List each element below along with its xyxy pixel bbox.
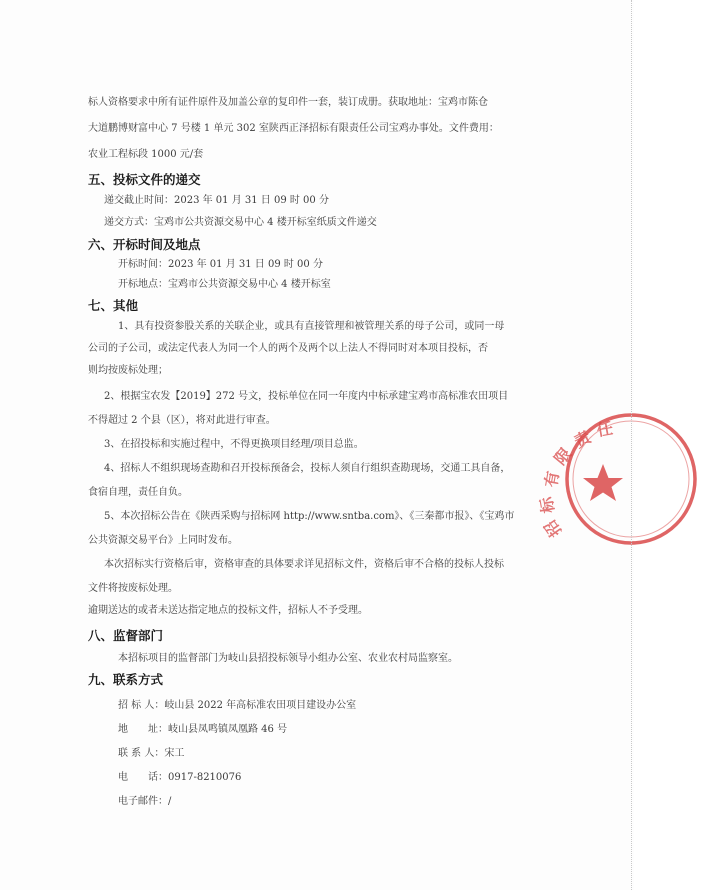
paragraph-line: 农业工程标段 1000 元/套 (88, 149, 204, 160)
paragraph-line: 5、本次招标公告在《陕西采购与招标网 http://www.sntba.com》、《三秦都市报》、《宝鸡市 (104, 511, 515, 522)
contact-row (118, 768, 241, 783)
submission-method: 递交方式：宝鸡市公共资源交易中心 4 楼开标室纸质文件递交 (104, 217, 377, 228)
contact-value: 岐山县凤鸣镇凤凰路 46 号 (168, 724, 288, 735)
contact-label: 招 标 人： (118, 700, 165, 711)
svg-text:有: 有 (541, 469, 563, 489)
submission-deadline: 递交截止时间：2023 年 01 月 31 日 09 时 00 分 (104, 195, 329, 206)
supervision-text: 本招标项目的监督部门为岐山县招投标领导小组办公室、农业农村局监察室。 (118, 653, 458, 664)
contact-value: 宋工 (164, 748, 185, 759)
paragraph-line: 标人资格要求中所有证件原件及加盖公章的复印件一套，装订成册。获取地址：宝鸡市陈仓 (88, 97, 488, 108)
opening-time: 开标时间：2023 年 01 月 31 日 09 时 00 分 (118, 259, 323, 270)
paragraph-line: 公共资源交易平台》上同时发布。 (88, 535, 238, 546)
section-heading: 七、其他 (88, 298, 139, 313)
page-edge (623, 0, 632, 890)
contact-label: 联 系 人： (118, 748, 165, 759)
contact-row (118, 720, 287, 735)
contact-label: 电子邮件： (118, 796, 168, 807)
section-heading: 六、开标时间及地点 (88, 237, 201, 252)
contact-value: / (168, 796, 172, 807)
paragraph-line: 食宿自理，责任自负。 (88, 487, 188, 498)
paragraph-line: 逾期送达的或者未送达指定地点的投标文件，招标人不予受理。 (88, 605, 368, 616)
paragraph-line: 公司的子公司，或法定代表人为同一个人的两个及两个以上法人不得同时对本项目投标，否 (88, 343, 488, 354)
svg-text:招: 招 (540, 516, 566, 541)
paragraph-line: 则均按废标处理； (88, 365, 168, 376)
paragraph-line: 本次招标实行资格后审，资格审查的具体要求详见招标文件，资格后审不合格的投标人投标 (104, 559, 504, 570)
paragraph-line: 2、根据宝农发【2019】272 号文，投标单位在同一年度内中标承建宝鸡市高标准农田项目 (104, 391, 509, 402)
svg-text:任: 任 (595, 418, 615, 440)
svg-text:标: 标 (536, 495, 558, 515)
section-heading: 五、投标文件的递交 (88, 172, 201, 187)
paragraph-line: 不得超过 2 个县（区），将对此进行审查。 (88, 415, 276, 426)
opening-place: 开标地点：宝鸡市公共资源交易中心 4 楼开标室 (118, 279, 331, 290)
paragraph-line: 4、招标人不组织现场查勘和召开投标预备会，投标人须自行组织查勘现场，交通工具自备， (104, 463, 511, 474)
contact-label: 电 话： (118, 772, 168, 783)
svg-text:责: 责 (570, 427, 595, 452)
contact-row (118, 792, 171, 807)
contact-value: 0917-8210076 (168, 772, 242, 783)
paragraph-line: 文件将按废标处理。 (88, 583, 178, 594)
paragraph-line: 大道鹏博财富中心 7 号楼 1 单元 302 室陕西正泽招标有限责任公司宝鸡办事处。文件费用： (88, 123, 499, 134)
contact-row (118, 744, 184, 759)
contact-label: 地 址： (118, 724, 168, 735)
section-heading: 九、联系方式 (88, 672, 164, 687)
contact-value: 岐山县 2022 年高标准农田项目建设办公室 (164, 700, 357, 711)
contact-row (118, 696, 356, 711)
paragraph-line: 1、具有投资参股关系的关联企业，或具有直接管理和被管理关系的母子公司，或同一母 (118, 321, 505, 332)
section-heading: 八、监督部门 (88, 628, 164, 643)
paragraph-line: 3、在招投标和实施过程中，不得更换项目经理/项目总监。 (104, 439, 364, 450)
svg-text:限: 限 (550, 444, 576, 469)
